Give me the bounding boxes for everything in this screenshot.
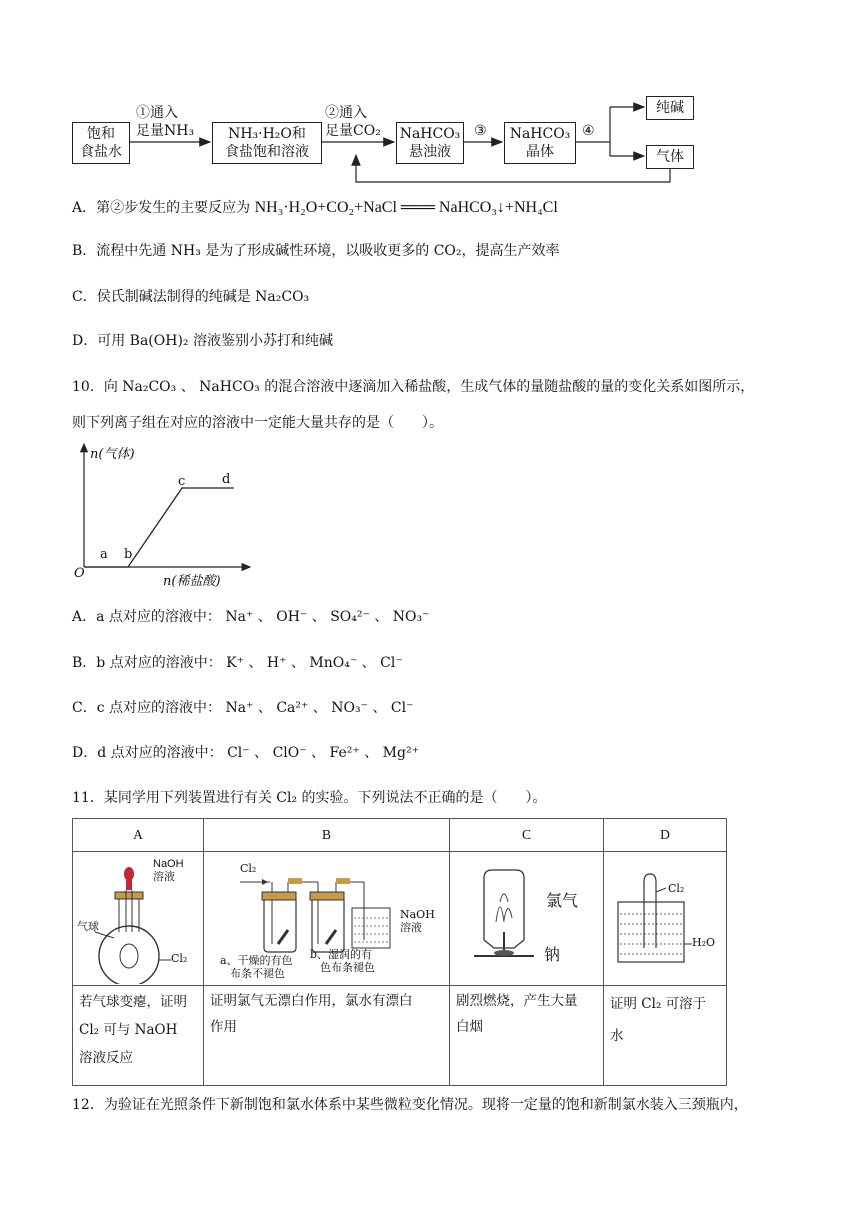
flow-box-soda-ash: 纯碱	[646, 96, 694, 120]
flow-box-crystal	[504, 122, 576, 164]
q11-figure-b-label-b-line2: 色布条褪色	[320, 961, 375, 974]
q11-header-c: C	[450, 819, 604, 852]
flow-step3-label: ③	[474, 123, 487, 139]
q11-description-a-line2: Cl₂ 可与 NaOH	[79, 1022, 178, 1038]
q11-figure-c-bottle	[450, 852, 595, 984]
q11-figure-c-gas-label: 氯气	[546, 891, 579, 910]
q10-option-b: B．b 点对应的溶液中： K⁺ 、 H⁺ 、 MnO₄⁻ 、 Cl⁻	[72, 655, 403, 671]
flow-step2-label	[325, 104, 381, 140]
q11-header-d: D	[604, 819, 727, 852]
q11-figure-a-naoh-label	[153, 858, 184, 884]
q11-figure-d-tube	[604, 852, 724, 984]
q11-description-d	[604, 986, 727, 1086]
q11-figure-b-label-b	[310, 948, 375, 974]
q11-description-b-line2: 作用	[210, 1019, 237, 1035]
q11-figure-b-cell	[204, 852, 450, 986]
flow-box-crystal-line2: 晶体	[525, 144, 554, 160]
q10-gas-graph	[72, 440, 262, 590]
flow-box-ammonia-brine	[212, 122, 322, 164]
q11-description-d-line2: 水	[610, 1028, 624, 1044]
flow-box-crystal-line1: NaHCO₃	[509, 126, 571, 142]
q10-stem-line1: 10．向 Na₂CO₃ 、 NaHCO₃ 的混合溶液中逐滴加入稀盐酸，生成气体的量随盐酸的量的变化关系如图所示，	[72, 379, 755, 395]
process-flow-arrows	[0, 0, 860, 200]
q10-point-c-label: c	[178, 474, 186, 489]
q11-figure-a-balloon-label: 气球	[77, 920, 99, 933]
flow-step1-label	[136, 104, 194, 140]
q9-option-a	[72, 197, 558, 219]
q10-point-d-label: d	[222, 472, 231, 487]
q11-description-a-line3: 溶液反应	[79, 1050, 133, 1066]
q11-figure-b-label-a-line2: 布条不褪色	[230, 967, 285, 980]
flow-box-suspension-line2: 悬浊液	[408, 144, 451, 160]
q11-description-b-line1: 证明氯气无漂白作用，氯水有漂白	[210, 993, 413, 1009]
q11-figure-b-naoh-line2: 溶液	[400, 921, 422, 934]
flow-box-brine	[72, 122, 130, 164]
q12-stem: 12．为验证在光照条件下新制饱和氯水体系中某些微粒变化情况。现将一定量的饱和新制氯水装入三颈瓶内，	[72, 1097, 748, 1113]
q9-option-a-equation: NH₃·H₂O+CO₂+NaCl ═══ NaHCO₃↓+NH₄Cl	[254, 199, 558, 216]
flow-box-brine-line1: 饱和	[87, 126, 115, 142]
q11-description-c-line2: 白烟	[456, 1019, 483, 1035]
flow-step1-line1: ①通入	[136, 105, 178, 121]
q11-figure-a-naoh-line1: NaOH	[153, 858, 184, 870]
flow-box-suspension-line1: NaHCO₃	[399, 126, 461, 142]
q11-figure-b-label-a	[220, 954, 293, 980]
q9-option-a-text: A．第②步发生的主要反应为	[72, 200, 251, 216]
q10-option-a: A．a 点对应的溶液中： Na⁺ 、 OH⁻ 、 SO₄²⁻ 、 NO₃⁻	[72, 609, 430, 625]
q11-figure-b-naoh-line1: NaOH	[400, 908, 435, 921]
q11-description-c	[450, 986, 604, 1086]
flow-step2-line1: ②通入	[325, 105, 367, 121]
q11-description-b	[204, 986, 450, 1086]
flow-box-suspension	[396, 122, 464, 164]
q9-option-d: D．可用 Ba(OH)₂ 溶液鉴别小苏打和纯碱	[72, 333, 333, 349]
q11-figure-b-label-a-line1: a、干燥的有色	[220, 954, 293, 967]
q11-figure-b-label-b-line1: b、湿润的有	[310, 948, 373, 961]
q9-option-c: C．侯氏制碱法制得的纯碱是 Na₂CO₃	[72, 289, 310, 305]
flow-box-ammonia-line1: NH₃·H₂O和	[228, 126, 306, 142]
q11-figure-a-cell	[73, 852, 204, 986]
q11-figure-d-water-label: H₂O	[692, 936, 716, 949]
q11-stem: 11．某同学用下列装置进行有关 Cl₂ 的实验。下列说法不正确的是（ ）。	[72, 790, 547, 806]
q11-apparatus-table	[72, 818, 727, 1086]
flow-step1-line2: 足量NH₃	[136, 123, 195, 139]
q10-origin-label: O	[74, 566, 85, 581]
q11-description-a	[73, 986, 204, 1086]
q11-description-d-line1: 证明 Cl₂ 可溶于	[610, 996, 707, 1012]
q10-stem-line2: 则下列离子组在对应的溶液中一定能大量共存的是（ ）。	[72, 415, 443, 431]
q11-figure-c-metal-label: 钠	[544, 945, 561, 964]
flow-box-brine-line2: 食盐水	[80, 144, 122, 160]
q9-option-b: B．流程中先通 NH₃ 是为了形成碱性环境，以吸收更多的 CO₂，提高生产效率	[72, 243, 560, 259]
q10-option-d: D．d 点对应的溶液中： Cl⁻ 、 ClO⁻ 、 Fe²⁺ 、 Mg²⁺	[72, 745, 419, 761]
q11-header-b: B	[204, 819, 450, 852]
q11-figure-d-cl2-label: Cl₂	[668, 882, 685, 895]
q10-x-axis-label: n(稀盐酸)	[163, 574, 221, 589]
q11-figure-c-cell	[450, 852, 604, 986]
q11-figure-d-cell	[604, 852, 727, 986]
flow-step2-line2: 足量CO₂	[325, 123, 381, 139]
q11-figure-b-cl2-label: Cl₂	[240, 862, 257, 875]
q10-option-c: C．c 点对应的溶液中： Na⁺ 、 Ca²⁺ 、 NO₃⁻ 、 Cl⁻	[72, 700, 414, 716]
q10-point-b-label: b	[124, 547, 133, 562]
q10-point-a-label: a	[100, 547, 108, 562]
q11-figure-a-cl2-label: Cl₂	[171, 952, 188, 965]
q11-figure-a-naoh-line2: 溶液	[153, 871, 175, 883]
flow-box-ammonia-line2: 食盐饱和溶液	[225, 144, 309, 160]
flow-step4-label: ④	[582, 123, 595, 139]
q10-y-axis-label: n(气体)	[90, 447, 135, 462]
q11-header-a: A	[73, 819, 204, 852]
q11-description-c-line1: 剧烈燃烧，产生大量	[456, 993, 578, 1009]
q11-description-a-line1: 若气球变瘪，证明	[79, 994, 187, 1010]
flow-box-gas: 气体	[646, 145, 694, 169]
q11-figure-b-naoh-label	[400, 908, 435, 934]
